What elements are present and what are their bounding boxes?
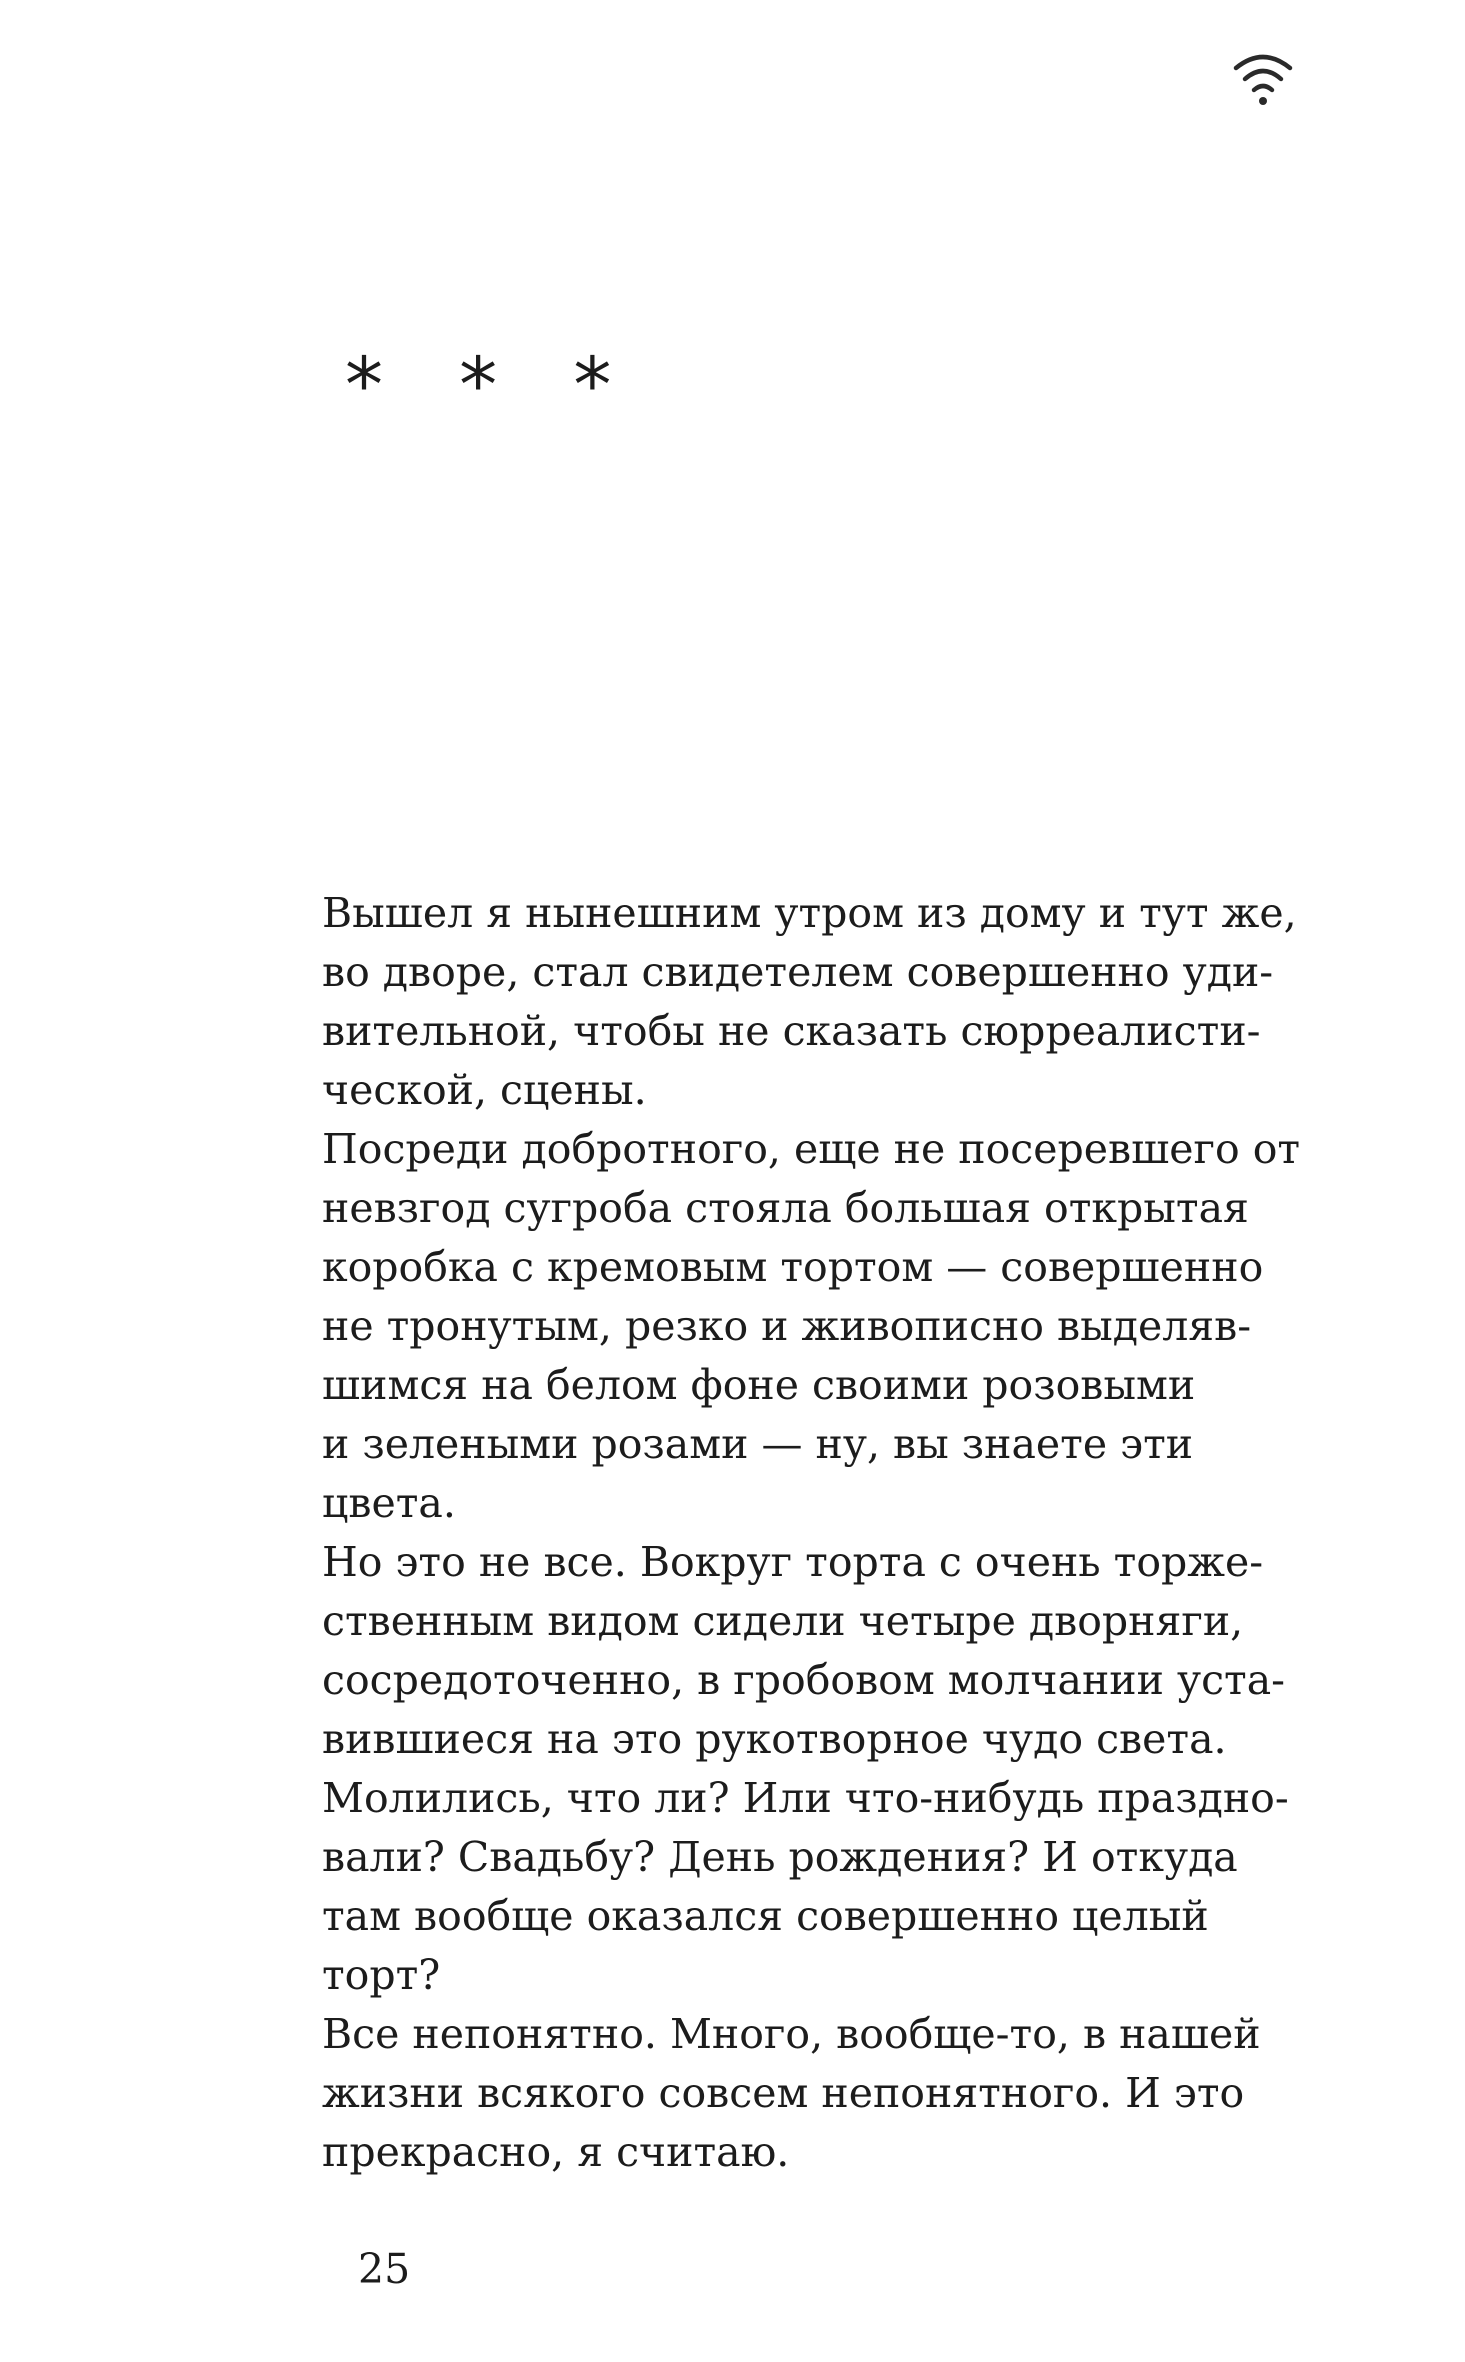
section-break: * * * xyxy=(345,340,638,429)
text-line: торт? xyxy=(322,1951,441,1999)
text-line: вали? Свадьбу? День рождения? И откуда xyxy=(322,1833,1238,1881)
paragraph xyxy=(322,2005,1322,2182)
text-line: во дворе, стал свидетелем совершенно уди- xyxy=(322,948,1274,996)
text-line: коробка с кремовым тортом — совершенно xyxy=(322,1243,1264,1291)
text-line: ческой, сцены. xyxy=(322,1066,647,1114)
text-line: Посреди добротного, еще не посеревшего от xyxy=(322,1125,1301,1173)
text-line: прекрасно, я считаю. xyxy=(322,2128,790,2176)
text-line: шимся на белом фоне своими розовыми xyxy=(322,1361,1196,1409)
paragraph xyxy=(322,1120,1322,1533)
text-line: цвета. xyxy=(322,1479,456,1527)
text-line: Вышел я нынешним утром из дому и тут же, xyxy=(322,889,1297,937)
text-line: жизни всякого совсем непонятного. И это xyxy=(322,2069,1245,2117)
text-line: Молились, что ли? Или что-нибудь праздно- xyxy=(322,1774,1289,1822)
text-line: не тронутым, резко и живописно выделяв- xyxy=(322,1302,1252,1350)
paragraph xyxy=(322,884,1322,1120)
text-line: Но это не все. Вокруг торта с очень торже- xyxy=(322,1538,1264,1586)
page-number: 25 xyxy=(358,2245,411,2293)
text-line: вившиеся на это рукотворное чудо света. xyxy=(322,1715,1227,1763)
text-line: ственным видом сидели четыре дворняги, xyxy=(322,1597,1244,1645)
wifi-icon xyxy=(1230,48,1296,108)
text-line: невзгод сугроба стояла большая открытая xyxy=(322,1184,1249,1232)
paragraph xyxy=(322,1533,1322,1769)
paragraph xyxy=(322,1769,1322,2005)
text-line: и зелеными розами — ну, вы знаете эти xyxy=(322,1420,1194,1468)
body-text xyxy=(322,884,1322,2182)
text-line: сосредоточенно, в гробовом молчании уста- xyxy=(322,1656,1286,1704)
text-line: там вообще оказался совершенно целый xyxy=(322,1892,1209,1940)
text-line: Все непонятно. Много, вообще-то, в нашей xyxy=(322,2010,1261,2058)
text-line: вительной, чтобы не сказать сюрреалисти- xyxy=(322,1007,1261,1055)
